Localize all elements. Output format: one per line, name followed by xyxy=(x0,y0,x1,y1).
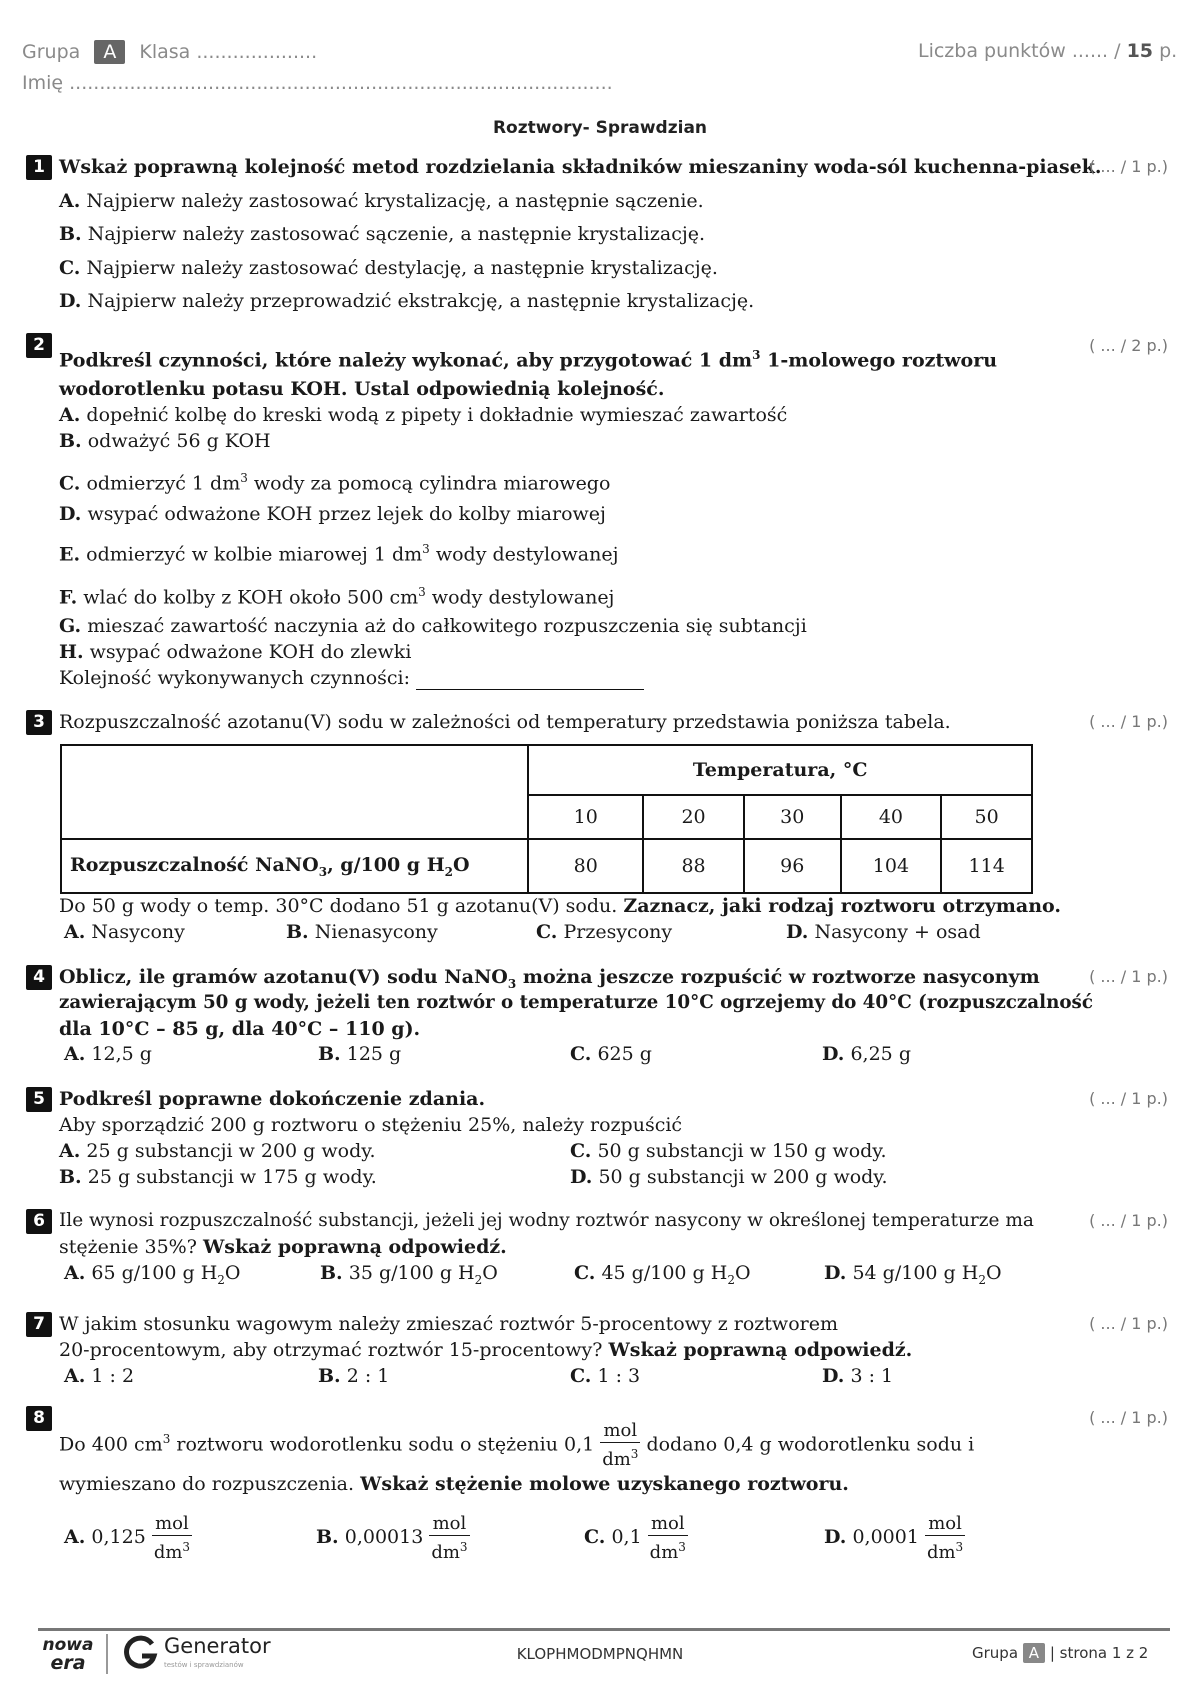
group-field xyxy=(22,40,317,64)
group-badge: A xyxy=(94,40,125,64)
q3-option-d[interactable]: D. Nasycony + osad xyxy=(786,921,981,943)
q2-prompt-line2: wodorotlenku potasu KOH. Ustal odpowiednią kolejność. xyxy=(59,378,665,400)
footer-divider xyxy=(38,1628,1170,1631)
q3-option-b[interactable]: B. Nienasycony xyxy=(286,921,438,943)
q8-points: ( ... / 1 p.) xyxy=(1089,1408,1168,1427)
temp-cell: 20 xyxy=(643,795,744,839)
question-number: 5 xyxy=(26,1087,52,1112)
q2-option-c[interactable]: C. odmierzyć 1 $dm^3$ wody za pomocą cylindra miarowego xyxy=(59,471,611,495)
q1-option-c[interactable]: C. Najpierw należy zastosować destylację, a następnie krystalizację. xyxy=(59,257,718,279)
solubility-value-cell: 80 xyxy=(528,839,643,893)
q4-points: ( ... / 1 p.) xyxy=(1089,967,1168,986)
footer-page-info xyxy=(972,1643,1148,1663)
page-number: | strona 1 z 2 xyxy=(1049,1644,1149,1662)
q4-prompt-line2: zawierającym 50 g wody, jeżeli ten roztwór o temperaturze 10°C ogrzejemy do 40°C (rozpuszczalność xyxy=(59,992,1093,1013)
question-number: 4 xyxy=(26,965,52,990)
q4-option-b[interactable]: B. 125 g xyxy=(318,1043,402,1065)
points-total: 15 xyxy=(1126,40,1154,62)
table-corner-cell xyxy=(61,745,528,839)
q6-prompt-line2: stężenie 35%? Wskaż poprawną odpowiedź. xyxy=(59,1236,507,1258)
generator-logo-text: Generator xyxy=(164,1634,271,1658)
q6-prompt-line1: Ile wynosi rozpuszczalność substancji, jeżeli jej wodny roztwór nasycony w określonej temperaturze ma xyxy=(59,1210,1034,1231)
q7-option-d[interactable]: D. 3 : 1 xyxy=(822,1365,894,1387)
q4-option-d[interactable]: D. 6,25 g xyxy=(822,1043,911,1065)
question-number: 3 xyxy=(26,710,52,735)
q2-option-a[interactable]: A. dopełnić kolbę do kreski wodą z pipety i dokładnie wymieszać zawartość xyxy=(59,404,788,426)
class-label: Klasa .................... xyxy=(139,41,318,63)
q5-points: ( ... / 1 p.) xyxy=(1089,1089,1168,1108)
question-number: 2 xyxy=(26,333,52,358)
q3-option-c[interactable]: C. Przesycony xyxy=(536,921,673,943)
name-field: Imię .......................................................................................... xyxy=(22,72,613,94)
q6-option-c[interactable]: C. 45 g/100 g $H_2O$ xyxy=(574,1262,751,1287)
q7-option-c[interactable]: C. 1 : 3 xyxy=(570,1365,641,1387)
temp-cell: 40 xyxy=(841,795,942,839)
q4-option-a[interactable]: A. 12,5 g xyxy=(64,1043,152,1065)
q6-option-d[interactable]: D. 54 g/100 g $H_2O$ xyxy=(824,1262,1002,1287)
solubility-value-cell: 96 xyxy=(744,839,841,893)
q7-prompt-line1: W jakim stosunku wagowym należy zmieszać roztwór 5-procentowy z roztworem xyxy=(59,1313,838,1335)
q4-prompt-line1: Oblicz, ile gramów azotanu(V) sodu NaNO$_3$ można jeszcze rozpuścić w roztworze nasyconym xyxy=(59,966,1040,991)
q4-option-c[interactable]: C. 625 g xyxy=(570,1043,652,1065)
q6-points: ( ... / 1 p.) xyxy=(1089,1211,1168,1230)
points-field xyxy=(918,40,1177,62)
q5-option-a[interactable]: A. 25 g substancji w 200 g wody. xyxy=(59,1140,376,1162)
solubility-value-cell: 114 xyxy=(941,839,1032,893)
solubility-row-label: Rozpuszczalność NaNO$_3$, g/100 g $H_2O$ xyxy=(61,839,528,893)
q8-option-d[interactable]: D. 0,0001 $\frac{\text{mol}}{dm^3}$ xyxy=(824,1512,964,1563)
q3-prompt: Rozpuszczalność azotanu(V) sodu w zależności od temperatury przedstawia poniższa tabela. xyxy=(59,711,951,733)
q7-prompt-line2: 20-procentowym, aby otrzymać roztwór 15-procentowy? Wskaż poprawną odpowiedź. xyxy=(59,1339,913,1361)
q2-option-d[interactable]: D. wsypać odważone KOH przez lejek do kolby miarowej xyxy=(59,503,606,525)
q8-prompt-line2: wymieszano do rozpuszczenia. Wskaż stężenie molowe uzyskanego roztworu. xyxy=(59,1473,849,1495)
question-number: 1 xyxy=(26,155,52,180)
q4-prompt-line3: dla 10°C – 85 g, dla 40°C – 110 g). xyxy=(59,1018,421,1040)
generator-logo-subtext: testów i sprawdzianów xyxy=(164,1661,244,1669)
q1-option-d[interactable]: D. Najpierw należy przeprowadzić ekstrakcję, a następnie krystalizację. xyxy=(59,290,755,312)
q2-option-b[interactable]: B. odważyć 56 g KOH xyxy=(59,430,271,452)
q5-prompt: Podkreśl poprawne dokończenie zdania. xyxy=(59,1088,486,1110)
temperature-header: Temperatura, °C xyxy=(528,745,1032,795)
page-title: Roztwory- Sprawdzian xyxy=(492,118,708,138)
points-label: Liczba punktów ...... / xyxy=(918,40,1121,62)
q8-option-a[interactable]: A. 0,125 $\frac{\text{mol}}{dm^3}$ xyxy=(64,1512,191,1563)
group-label: Grupa xyxy=(22,41,81,63)
q8-prompt-line1: Do 400 $cm^3$ roztworu wodorotlenku sodu o stężeniu 0,1 $\frac{\text{mol}}{dm^3}$ dodano 0,4 g wodorotlenku sodu i xyxy=(59,1419,975,1470)
q6-option-a[interactable]: A. 65 g/100 g $H_2O$ xyxy=(64,1262,241,1287)
q5-option-b[interactable]: B. 25 g substancji w 175 g wody. xyxy=(59,1166,377,1188)
q2-option-g[interactable]: G. mieszać zawartość naczynia aż do całkowitego rozpuszczenia się subtancji xyxy=(59,615,807,637)
q2-points: ( ... / 2 p.) xyxy=(1089,336,1168,355)
question-number: 6 xyxy=(26,1209,52,1234)
q7-option-a[interactable]: A. 1 : 2 xyxy=(64,1365,135,1387)
points-unit: p. xyxy=(1159,40,1178,62)
q2-order-field[interactable]: Kolejność wykonywanych czynności: xyxy=(59,666,644,690)
q2-option-e[interactable]: E. odmierzyć w kolbie miarowej 1 $dm^3$ wody destylowanej xyxy=(59,542,619,566)
footer-group-label: Grupa xyxy=(972,1644,1019,1662)
q8-option-c[interactable]: C. 0,1 $\frac{\text{mol}}{dm^3}$ xyxy=(584,1512,686,1563)
q1-points: ( ... / 1 p.) xyxy=(1089,157,1168,176)
q2-prompt: Podkreśl czynności, które należy wykonać, aby przygotować 1 $dm^3$ 1-molowego roztworu xyxy=(59,348,998,372)
q3-points: ( ... / 1 p.) xyxy=(1089,712,1168,731)
q3-option-a[interactable]: A. Nasycony xyxy=(64,921,185,943)
solubility-table xyxy=(60,744,1033,894)
q5-option-d[interactable]: D. 50 g substancji w 200 g wody. xyxy=(570,1166,888,1188)
q8-option-b[interactable]: B. 0,00013 $\frac{\text{mol}}{dm^3}$ xyxy=(316,1512,468,1563)
unit-fraction: $\frac{\text{mol}}{dm^3}$ xyxy=(602,1419,639,1470)
q5-stem: Aby sporządzić 200 g roztworu o stężeniu 25%, należy rozpuścić xyxy=(59,1114,683,1136)
q1-option-a[interactable]: A. Najpierw należy zastosować krystalizację, a następnie sączenie. xyxy=(59,190,704,212)
q2-option-h[interactable]: H. wsypać odważone KOH do zlewki xyxy=(59,641,412,663)
q1-prompt: Wskaż poprawną kolejność metod rozdzielania składników mieszaniny woda-sól kuchenna-piasek. xyxy=(59,156,1102,178)
temp-cell: 30 xyxy=(744,795,841,839)
q5-option-c[interactable]: C. 50 g substancji w 150 g wody. xyxy=(570,1140,887,1162)
question-number: 7 xyxy=(26,1312,52,1337)
nowa-era-logo: nowa era xyxy=(42,1635,94,1674)
q7-points: ( ... / 1 p.) xyxy=(1089,1314,1168,1333)
q2-option-f[interactable]: F. wlać do kolby z KOH około 500 $cm^3$ wody destylowanej xyxy=(59,585,615,609)
solubility-value-cell: 104 xyxy=(841,839,942,893)
solubility-value-cell: 88 xyxy=(643,839,744,893)
temp-cell: 50 xyxy=(941,795,1032,839)
order-answer-line[interactable] xyxy=(416,671,644,690)
temp-cell: 10 xyxy=(528,795,643,839)
document-code: KLOPHMODMPNQHMN xyxy=(516,1645,684,1663)
q7-option-b[interactable]: B. 2 : 1 xyxy=(318,1365,390,1387)
q3-question: Do 50 g wody o temp. 30°C dodano 51 g azotanu(V) sodu. Zaznacz, jaki rodzaj roztworu otrzymano. xyxy=(59,895,1061,917)
question-number: 8 xyxy=(26,1406,52,1431)
footer-group-badge: A xyxy=(1023,1643,1045,1663)
q6-option-b[interactable]: B. 35 g/100 g $H_2O$ xyxy=(320,1262,498,1287)
q1-option-b[interactable]: B. Najpierw należy zastosować sączenie, a następnie krystalizację. xyxy=(59,223,706,245)
